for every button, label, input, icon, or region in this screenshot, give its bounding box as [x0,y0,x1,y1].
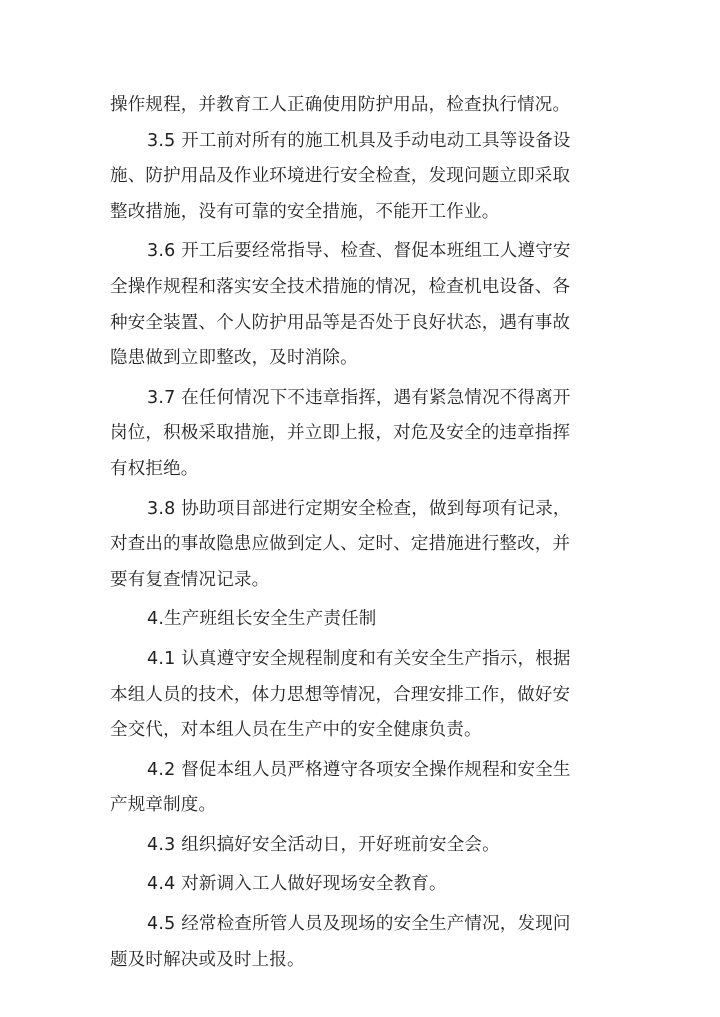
section-heading-3-8: 3.8 协助项目部进行定期安全检查，做到每项有记录， [147,498,571,519]
text-line: 有权拒绝。 [110,458,199,479]
text-line: 本组人员的技术，体力思想等情况，合理安排工作，做好安 [110,684,571,705]
section-heading-4-4: 4.4 对新调入工人做好现场安全教育。 [147,874,447,895]
text-line: 对查出的事故隐患应做到定人、定时、定措施进行整改，并 [110,534,571,555]
text-line: 岗位，积极采取措施，并立即上报，对危及安全的违章指挥 [110,423,571,444]
text-line: 操作规程，并教育工人正确使用防护用品，检查执行情况。 [110,95,571,115]
section-heading-3-5: 3.5 开工前对所有的施工机具及手动电动工具等设备设 [147,130,571,151]
document-body [110,88,620,978]
section-heading-4-5: 4.5 经常检查所管人员及现场的安全生产情况，发现问 [147,914,571,935]
section-title-4: 4.生产班组长安全生产责任制 [147,609,377,630]
text-line: 整改措施，没有可靠的安全措施，不能开工作业。 [110,201,500,222]
section-heading-4-2: 4.2 督促本组人员严格遵守各项安全操作规程和安全生 [147,759,571,780]
section-heading-3-6: 3.6 开工后要经常指导、检查、督促本班组工人遵守安 [147,241,571,262]
text-line: 题及时解决或及时上报。 [110,949,305,970]
text-line: 全操作规程和落实安全技术措施的情况，检查机电设备、各 [110,276,571,297]
section-heading-4-1: 4.1 认真遵守安全规程制度和有关安全生产指示，根据 [147,648,571,669]
text-line: 产规章制度。 [110,795,217,816]
text-line: 全交代，对本组人员在生产中的安全健康负责。 [110,720,482,741]
text-line: 隐患做到立即整改，及时消除。 [110,348,358,369]
text-line: 要有复查情况记录。 [110,569,270,590]
text-line: 施、防护用品及作业环境进行安全检查，发现问题立即采取 [110,166,571,187]
section-heading-3-7: 3.7 在任何情况下不违章指挥，遇有紧急情况不得离开 [147,387,571,408]
section-heading-4-3: 4.3 组织搞好安全活动日，开好班前安全会。 [147,834,500,855]
text-line: 种安全装置、个人防护用品等是否处于良好状态，遇有事故 [110,312,571,333]
